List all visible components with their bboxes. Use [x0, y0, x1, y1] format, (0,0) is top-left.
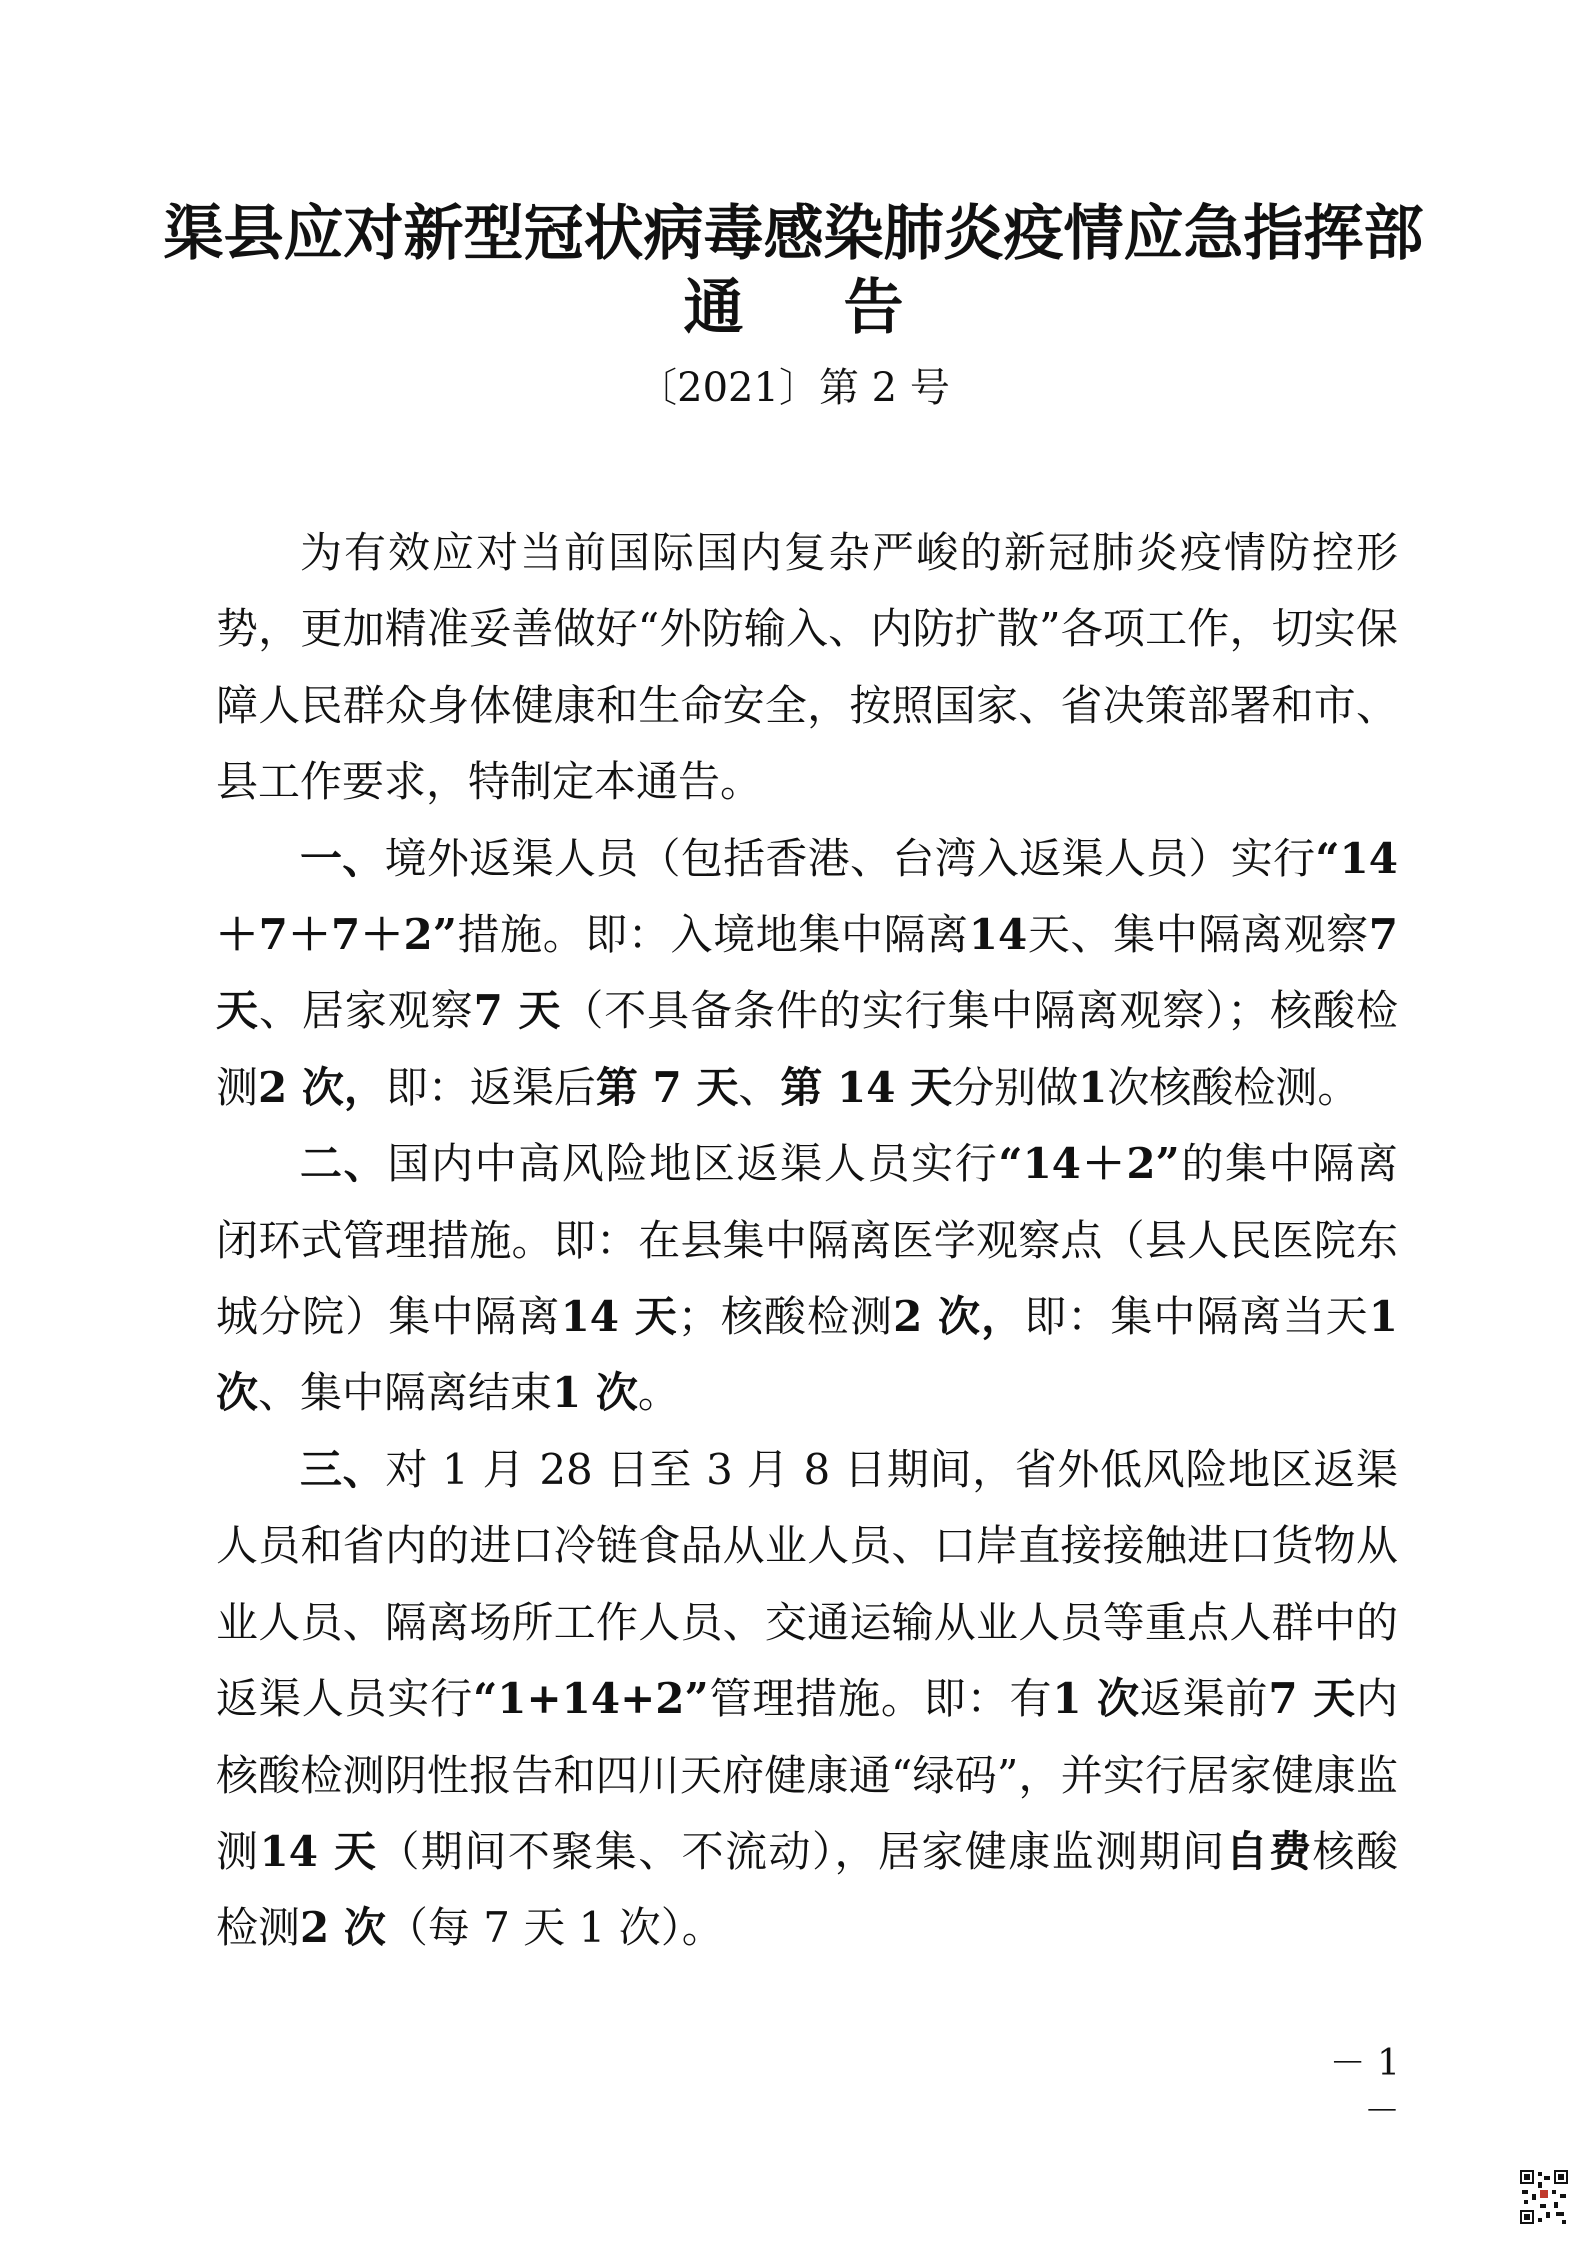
qr-code-icon — [1518, 2168, 1570, 2226]
notice-title-subtitle: 通告 — [683, 273, 1004, 343]
notice-title: 渠县应对新型冠状病毒感染肺炎疫情应急指挥部 — [163, 199, 1424, 269]
item-1-paragraph: 一、境外返渠人员（包括香港、台湾入返渠人员）实行“14＋7＋7＋2”措施。即：入境地集中隔离14天、集中隔离观察7 天、居家观察7 天（不具备条件的实行集中隔离观察）；核酸检测2 次，即：返渠后第 7 天、第 14 天分别做1次核酸检测。 — [216, 833, 1398, 1112]
intro-paragraph: 为有效应对当前国际国内复杂严峻的新冠肺炎疫情防控形势，更加精准妥善做好“外防输入、内防扩散”各项工作，切实保障人民群众身体健康和生命安全，按照国家、省决策部署和市、县工作要求，特制定本通告。 — [216, 528, 1398, 807]
document-number: 〔2021〕第 2 号 — [637, 365, 950, 411]
item-3-paragraph: 三、对 1 月 28 日至 3 月 8 日期间，省外低风险地区返渠人员和省内的进口冷链食品从业人员、口岸直接接触进口货物从业人员、隔离场所工作人员、交通运输从业人员等重点人群中的返渠人员实行“1+14+2”管理措施。即：有1 次返渠前7 天内核酸检测阴性报告和四川天府健康通“绿码”，并实行居家健康监测14 天（期间不聚集、不流动），居家健康监测期间自费核酸检测2 次（每 7 天 1 次）。 — [216, 1444, 1398, 1953]
item-2-paragraph: 二、国内中高风险地区返渠人员实行“14＋2”的集中隔离闭环式管理措施。即：在县集中隔离医学观察点（县人民医院东城分院）集中隔离14 天；核酸检测2 次，即：集中隔离当天1 次、集中隔离结束1 次。 — [216, 1139, 1398, 1418]
page-number: － 1 － — [1329, 2043, 1400, 2132]
notice-body — [216, 515, 1398, 1967]
